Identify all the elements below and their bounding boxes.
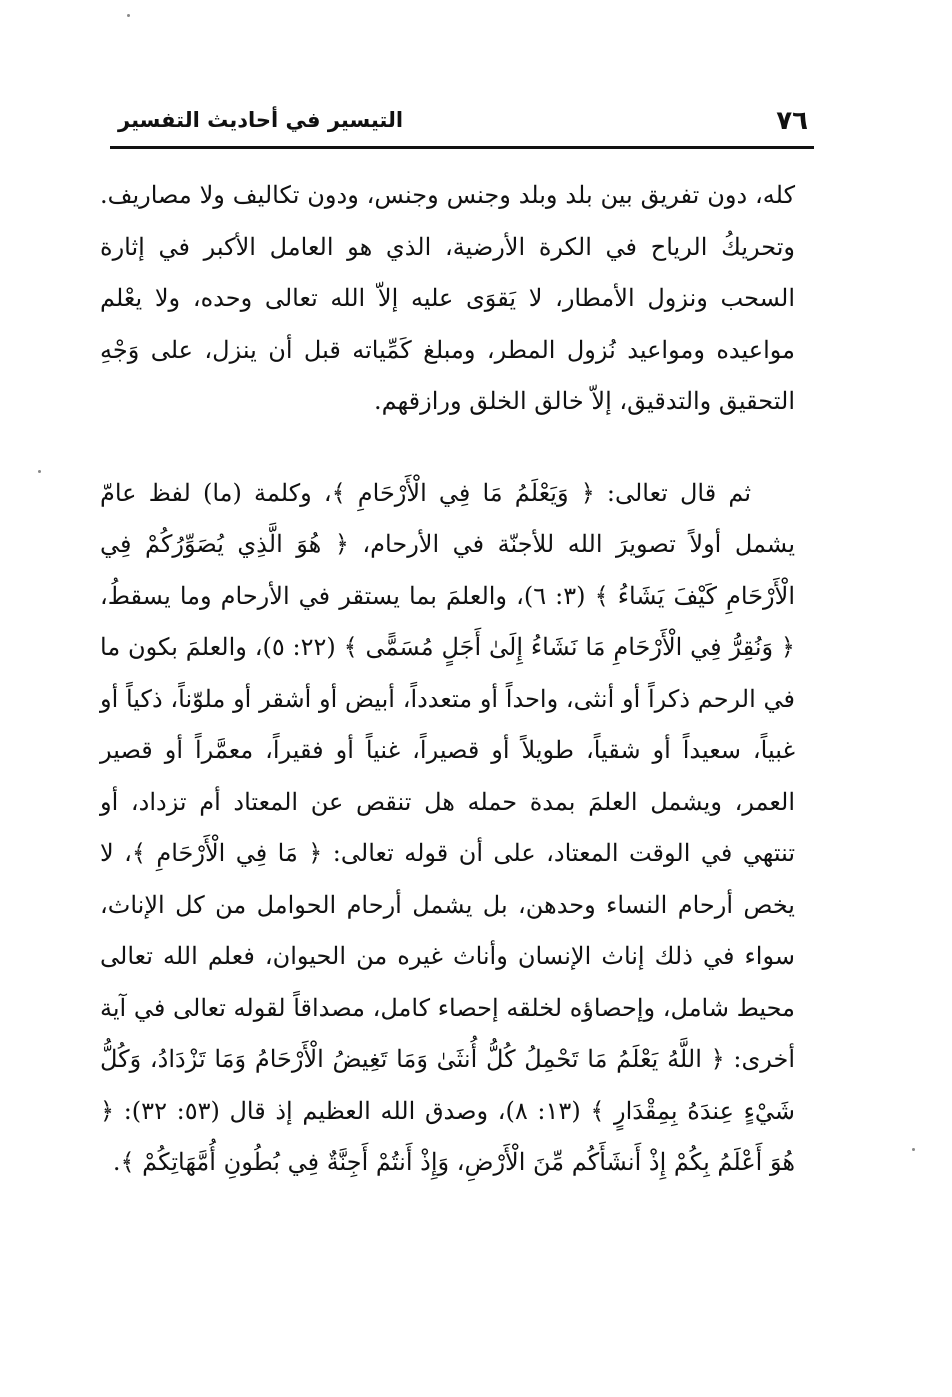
page-header xyxy=(110,104,814,149)
running-title: التيسير في أحاديث التفسير xyxy=(118,108,404,132)
scan-speck xyxy=(38,470,41,473)
page-body xyxy=(100,170,795,1189)
scan-speck xyxy=(127,14,130,17)
body-paragraph-1: كله، دون تفريق بين بلد وبلد وجنس وجنس، ودون تكاليف ولا مصاريف. وتحريكُ الرياح في الكرة الأرضية، الذي هو العامل الأكبر في إثارة السحب ونزول الأمطار، لا يَقوَى عليه إلاّ الله تعالى وحده، ولا يعْلم مواعيده ومواعيد نُزول المطر، ومبلغ كَمِّياته قبل أن ينزل، على وَجْهِ التحقيق والتدقيق، إلاّ خالق الخلق ورازقهم. xyxy=(100,181,796,415)
page-number: ٧٦ xyxy=(776,106,808,136)
scan-speck xyxy=(912,1148,915,1151)
body-paragraph-2: ثم قال تعالى: ﴿ وَيَعْلَمُ مَا فِي الْأَرْحَامِ ﴾، وكلمة (ما) لفظ عامّ يشمل أولاً تصويرَ الله للأجنّة في الأرحام، ﴿ هُوَ الَّذِي يُصَوِّرُكُمْ فِي الْأَرْحَامِ كَيْفَ يَشَاءُ ﴾ (٣: ٦)، والعلمَ بما يستقر في الأرحام وما يسقطُ، ﴿ وَنُقِرُّ فِي الْأَرْحَامِ مَا نَشَاءُ إِلَىٰ أَجَلٍ مُسَمًّى ﴾ (٢٢: ٥)، والعلمَ بكون ما في الرحم ذكراً أو أنثى، واحداً أو متعدداً، أبيض أو أشقر أو ملوّناً، ذكياً أو غبياً، سعيداً أو شقياً، طويلاً أو قصيراً، غنياً أو فقيراً، معمَّراً أو قصير العمر، ويشمل العلمَ بمدة حمله هل تنقص عن المعتاد أم تزداد، أو تنتهي في الوقت المعتاد، على أن قوله تعالى: ﴿ مَا فِي الْأَرْحَامِ ﴾، لا يخص أرحام النساء وحدهن، بل يشمل أرحام الحوامل من كل الإناث، سواء في ذلك إناث الإنسان وأناث غيره من الحيوان، فعلم الله تعالى محيط شامل، وإحصاؤه لخلقه إحصاء كامل، مصداقاً لقوله تعالى في آية أخرى: ﴿ اللَّهُ يَعْلَمُ مَا تَحْمِلُ كُلُّ أُنثَىٰ وَمَا تَغِيضُ الْأَرْحَامُ وَمَا تَزْدَادُ، وَكُلُّ شَيْءٍ عِندَهُ بِمِقْدَارٍ ﴾ (١٣: ٨)، وصدق الله العظيم إذ قال (٥٣: ٣٢): ﴿ هُوَ أَعْلَمُ بِكُمْ إِذْ أَنشَأَكُم مِّنَ الْأَرْضِ، وَإِذْ أَنتُمْ أَجِنَّةٌ فِي بُطُونِ أُمَّهَاتِكُمْ ﴾. xyxy=(100,478,796,1176)
